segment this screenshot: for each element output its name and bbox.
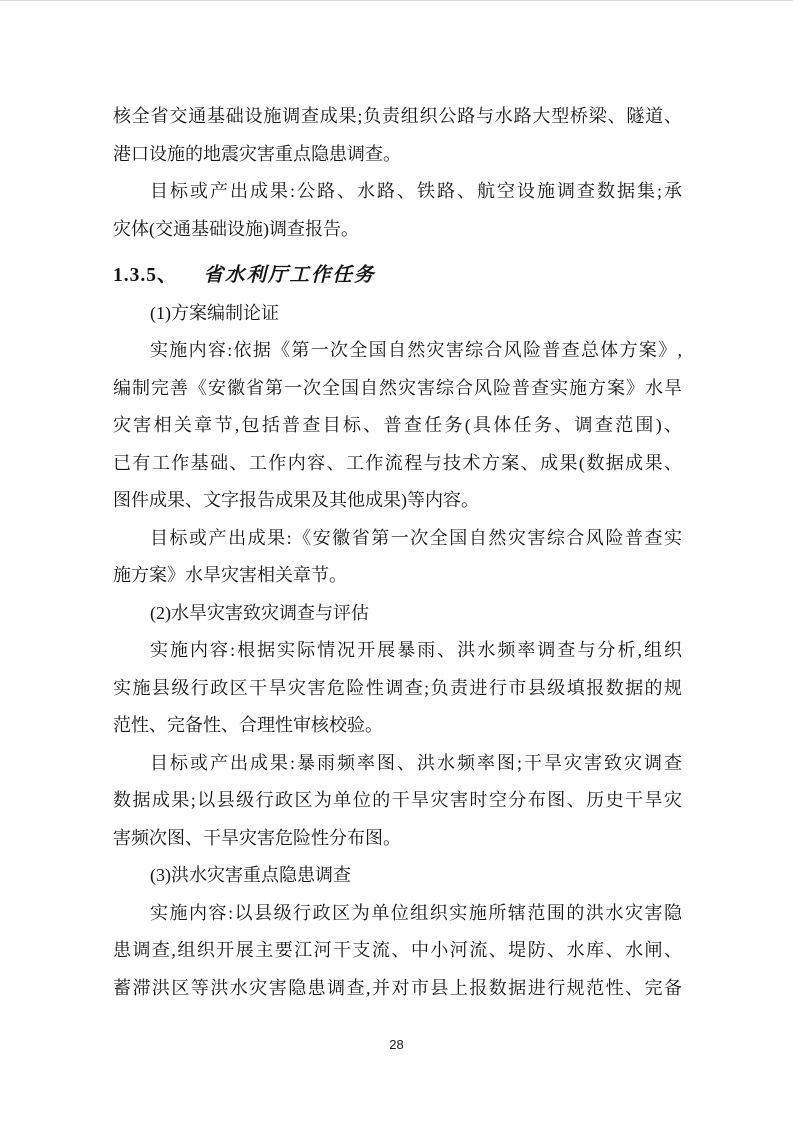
sub-heading: (2)水旱灾害致灾调查与评估 (150, 602, 369, 623)
sub-heading: (3)洪水灾害重点隐患调查 (150, 865, 351, 885)
section-heading-title: 省水利厅工作任务 (203, 265, 376, 286)
text-line: 患调查,组织开展主要江河干支流、中小河流、堤防、水库、水闸、 (113, 940, 682, 960)
paragraph (113, 98, 682, 173)
text-line: 目标或产出成果:公路、水路、铁路、航空设施调查数据集;承 (150, 181, 682, 201)
text-line: 害频次图、干旱灾害危险性分布图。 (113, 827, 401, 848)
text-line: 目标或产出成果:暴雨频率图、洪水频率图;干旱灾害致灾调查 (150, 752, 682, 773)
text-line: 实施内容:以县级行政区为单位组织实施所辖范围的洪水灾害隐 (150, 902, 682, 923)
page-number: 28 (389, 1037, 404, 1052)
sub-heading: (1)方案编制论证 (150, 302, 279, 323)
text-line: 实施内容:依据《第一次全国自然灾害综合风险普查总体方案》, (150, 340, 682, 360)
paragraph (113, 632, 682, 745)
text-line: 施方案》水旱灾害相关章节。 (113, 565, 347, 585)
paragraph (113, 173, 682, 248)
text-line: 图件成果、文字报告成果及其他成果)等内容。 (113, 490, 479, 510)
paragraph (113, 520, 682, 595)
paragraph (113, 332, 682, 520)
document-body (113, 98, 682, 1007)
text-line: 目标或产出成果:《安徽省第一次全国自然灾害综合风险普查实 (150, 527, 682, 548)
section-heading-number: 1.3.5、 (113, 265, 178, 286)
text-line: 灾体(交通基础设施)调查报告。 (113, 218, 359, 239)
paragraph (113, 895, 682, 1008)
section-heading (113, 257, 682, 295)
text-line: 港口设施的地震灾害重点隐患调查。 (113, 143, 401, 164)
text-line: 数据成果;以县级行政区为单位的干旱灾害时空分布图、历史干旱灾 (113, 790, 682, 810)
text-line: 核全省交通基础设施调查成果;负责组织公路与水路大型桥梁、隧道、 (113, 106, 682, 126)
text-line: 范性、完备性、合理性审核校验。 (113, 715, 383, 735)
text-line: 实施内容:根据实际情况开展暴雨、洪水频率调查与分析,组织 (150, 640, 682, 660)
paragraph (113, 745, 682, 858)
text-line: 灾害相关章节,包括普查目标、普查任务(具体任务、调查范围)、 (113, 415, 682, 435)
text-line: 编制完善《安徽省第一次全国自然灾害综合风险普查实施方案》水旱 (113, 377, 682, 398)
text-line: 蓄滞洪区等洪水灾害隐患调查,并对市县上报数据进行规范性、完备 (113, 977, 682, 998)
text-line: 已有工作基础、工作内容、工作流程与技术方案、成果(数据成果、 (113, 452, 682, 473)
text-line: 实施县级行政区干旱灾害危险性调查;负责进行市县级填报数据的规 (113, 677, 682, 698)
